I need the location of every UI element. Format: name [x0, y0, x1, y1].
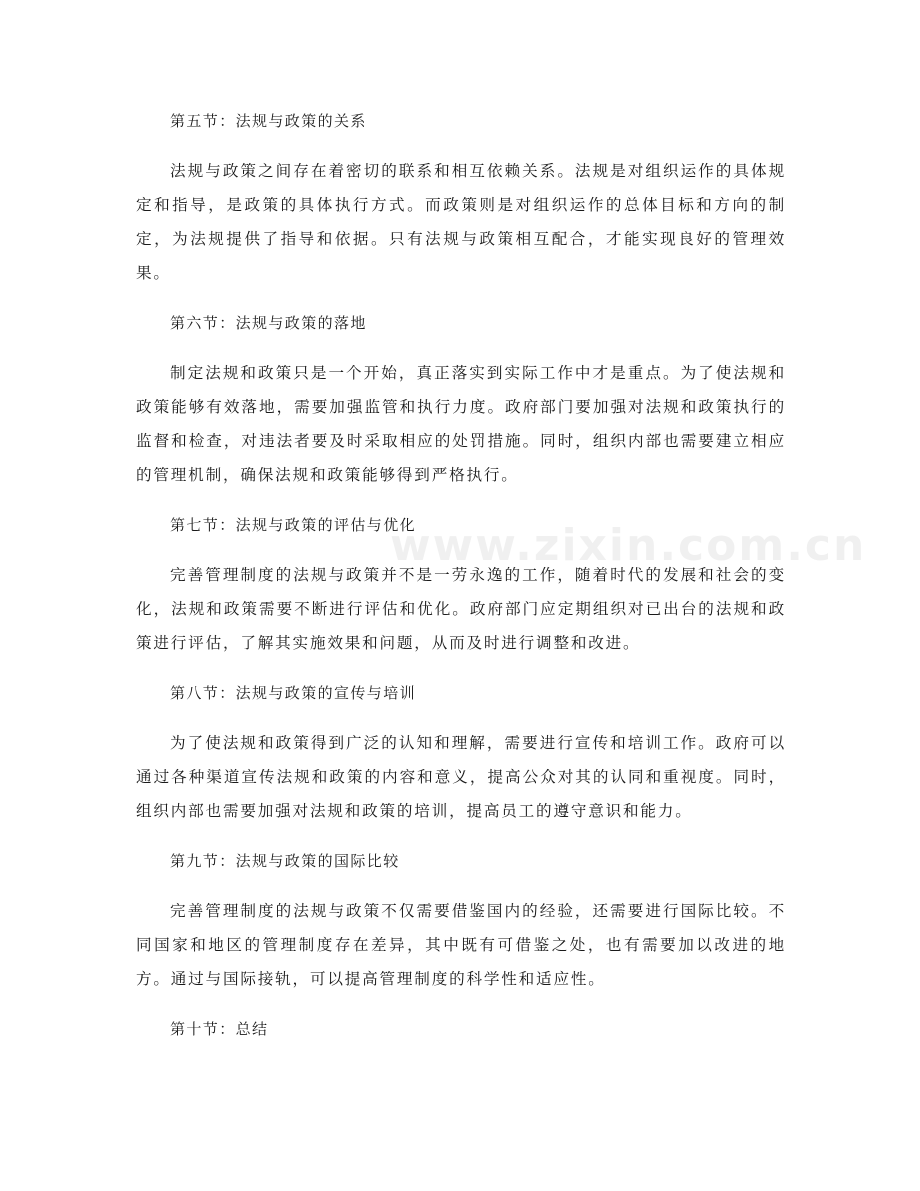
section-8 [136, 676, 786, 828]
section-heading: 第九节：法规与政策的国际比较 [170, 852, 400, 870]
section-heading: 第八节：法规与政策的宣传与培训 [170, 684, 417, 702]
section-paragraph: 制定法规和政策只是一个开始，真正落实到实际工作中才是重点。为了使法规和政策能够有效落地，需要加强监管和执行力度。政府部门要加强对法规和政策执行的监督和检查，对违法者要及时采取相应的处罚措施。同时，组织内部也需要建立相应的管理机制，确保法规和政策能够得到严格执行。 [136, 364, 786, 484]
section-10 [136, 1012, 786, 1046]
watermark: www.zixin.com.cn [390, 520, 867, 571]
section-heading: 第七节：法规与政策的评估与优化 [170, 516, 417, 534]
document-body [136, 104, 786, 1062]
section-heading: 第五节：法规与政策的关系 [170, 112, 367, 130]
section-7 [136, 508, 786, 660]
section-paragraph: 完善管理制度的法规与政策不仅需要借鉴国内的经验，还需要进行国际比较。不同国家和地区的管理制度存在差异，其中既有可借鉴之处，也有需要加以改进的地方。通过与国际接轨，可以提高管理制度的科学性和适应性。 [136, 902, 786, 988]
section-paragraph: 为了使法规和政策得到广泛的认知和理解，需要进行宣传和培训工作。政府可以通过各种渠道宣传法规和政策的内容和意义，提高公众对其的认同和重视度。同时，组织内部也需要加强对法规和政策的培训，提高员工的遵守意识和能力。 [136, 734, 786, 820]
section-9 [136, 844, 786, 996]
section-heading: 第六节：法规与政策的落地 [170, 314, 367, 332]
section-5 [136, 104, 786, 290]
section-6 [136, 306, 786, 492]
section-paragraph: 完善管理制度的法规与政策并不是一劳永逸的工作，随着时代的发展和社会的变化，法规和政策需要不断进行评估和优化。政府部门应定期组织对已出台的法规和政策进行评估，了解其实施效果和问题，从而及时进行调整和改进。 [136, 566, 786, 652]
section-heading: 第十节：总结 [170, 1020, 269, 1038]
section-paragraph: 法规与政策之间存在着密切的联系和相互依赖关系。法规是对组织运作的具体规定和指导，是政策的具体执行方式。而政策则是对组织运作的总体目标和方向的制定，为法规提供了指导和依据。只有法规与政策相互配合，才能实现良好的管理效果。 [136, 162, 786, 282]
